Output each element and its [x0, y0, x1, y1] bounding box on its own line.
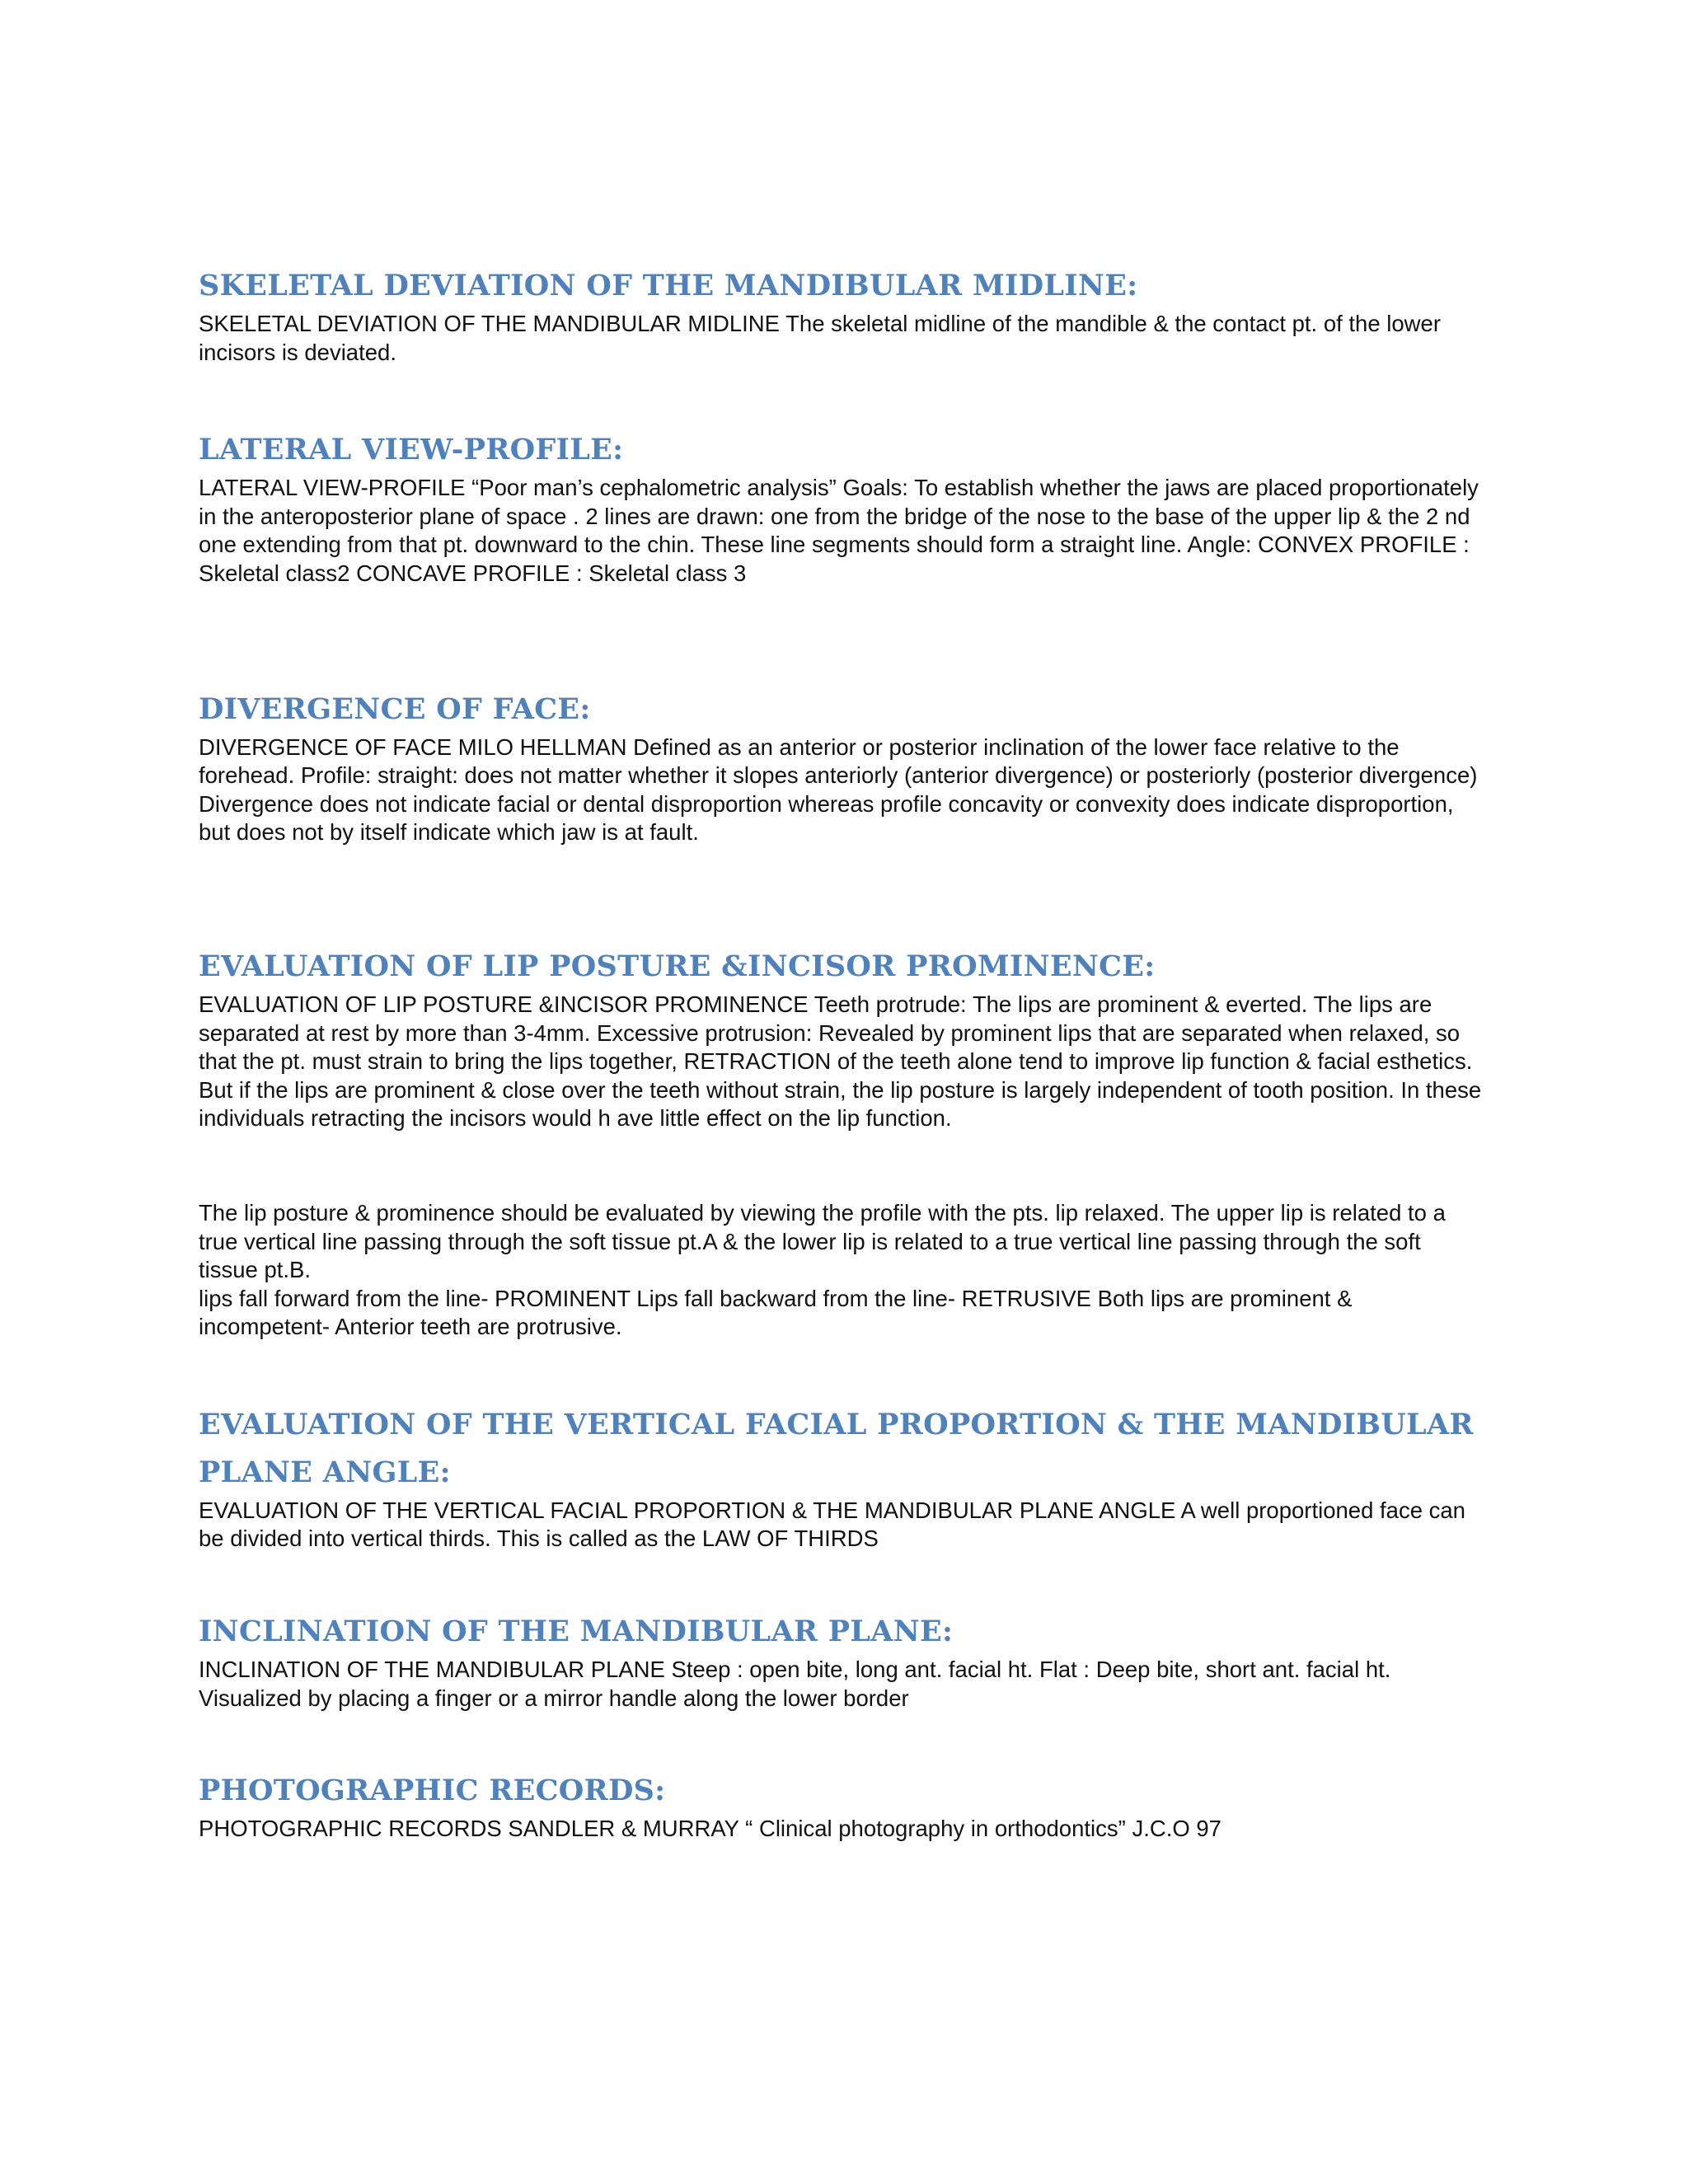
section-paragraph: DIVERGENCE OF FACE MILO HELLMAN Defined as an anterior or posterior inclination of the lower face relative to the forehead. Profile: straight: does not matter whether it slopes anteriorly (anterior divergence) or posteriorly (posterior divergence) Divergence does not indicate facial or dental disproportion whereas profile concavity or convexity does indicate disproportion, but does not by itself indicate which jaw is at fault.: [199, 733, 1478, 846]
section-paragraph: PHOTOGRAPHIC RECORDS SANDLER & MURRAY “ Clinical photography in orthodontics” J.C.O 97: [199, 1816, 1221, 1842]
section-paragraph: SKELETAL DEVIATION OF THE MANDIBULAR MIDLINE The skeletal midline of the mandible & the contact pt. of the lower incisors is deviated.: [199, 311, 1441, 365]
section-paragraph: LATERAL VIEW-PROFILE “Poor man’s cephalometric analysis” Goals: To establish whether the jaws are placed proportionately in the anteroposterior plane of space . 2 lines are drawn: one from the bridge of the nose to the base of the upper lip & the 2 nd one extending from that pt. downward to the chin. These line segments should form a straight line. Angle: CONVEX PROFILE : Skeletal class2 CONCAVE PROFILE : Skeletal class 3: [199, 475, 1479, 586]
section-heading: EVALUATION OF LIP POSTURE &INCISOR PROMINENCE:: [199, 949, 1156, 983]
section-heading: LATERAL VIEW-PROFILE:: [199, 433, 624, 467]
document-content: [199, 262, 1484, 1844]
section-paragraph: The lip posture & prominence should be evaluated by viewing the profile with the pts. lip relaxed. The upper lip is related to a true vertical line passing through the soft tissue pt.A & the lower lip is related to a true vertical line passing through the soft tissue pt.B.: [199, 1199, 1446, 1283]
section-divergence-of-face: [199, 686, 1484, 847]
section-skeletal-deviation: [199, 262, 1484, 367]
section-paragraph: EVALUATION OF THE VERTICAL FACIAL PROPORTION & THE MANDIBULAR PLANE ANGLE A well proportioned face can be divided into vertical thirds. This is called as the LAW OF THIRDS: [199, 1497, 1465, 1552]
section-paragraph: INCLINATION OF THE MANDIBULAR PLANE Steep : open bite, long ant. facial ht. Flat : Deep bite, short ant. facial ht. Visualized by placing a finger or a mirror handle along the lower border: [199, 1657, 1391, 1711]
section-lip-posture: [199, 943, 1484, 1342]
section-heading: PHOTOGRAPHIC RECORDS:: [199, 1774, 666, 1808]
section-lateral-view-profile: [199, 426, 1484, 588]
section-heading: INCLINATION OF THE MANDIBULAR PLANE:: [199, 1615, 954, 1649]
section-mandibular-plane-inclination: [199, 1608, 1484, 1713]
section-heading: EVALUATION OF THE VERTICAL FACIAL PROPORTION & THE MANDIBULAR PLANE ANGLE:: [199, 1407, 1474, 1489]
section-heading: DIVERGENCE OF FACE:: [199, 691, 591, 726]
section-heading: SKELETAL DEVIATION OF THE MANDIBULAR MIDLINE:: [199, 269, 1138, 302]
section-paragraph: lips fall forward from the line- PROMINENT Lips fall backward from the line- RETRUSIVE Both lips are prominent & incompetent- Anterior teeth are protrusive.: [199, 1285, 1353, 1340]
section-paragraph: EVALUATION OF LIP POSTURE &INCISOR PROMINENCE Teeth protrude: The lips are prominent & everted. The lips are separated at rest by more than 3-4mm. Excessive protrusion: Revealed by prominent lips that are separated when relaxed, so that the pt. must strain to bring the lips together, RETRACTION of the teeth alone tend to improve lip function & facial esthetics. But if the lips are prominent & close over the teeth without strain, the lip posture is largely independent of tooth position. In these individuals retracting the incisors would h ave little effect on the lip function.: [199, 991, 1482, 1132]
section-vertical-facial-proportion: [199, 1401, 1484, 1554]
section-photographic-records: [199, 1767, 1484, 1844]
